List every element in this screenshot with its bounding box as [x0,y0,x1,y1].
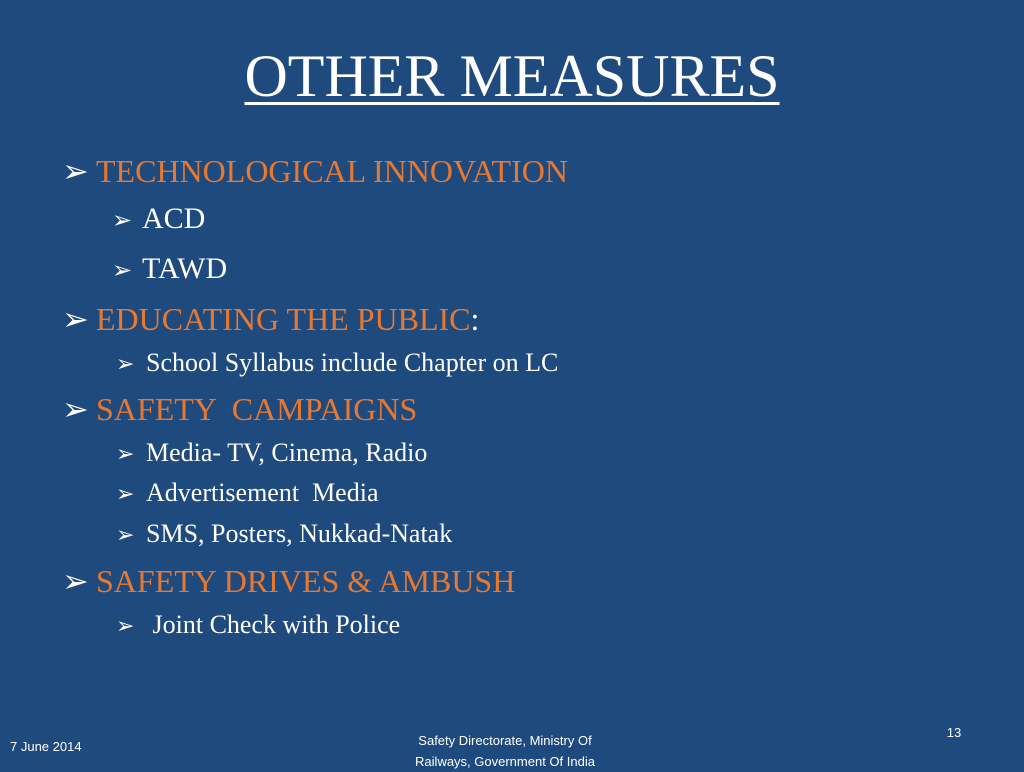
bullet-label: Advertisement Media [146,478,379,507]
arrow-bullet-icon: ➢ [116,523,135,548]
bullet-label: School Syllabus include Chapter on LC [146,348,559,377]
arrow-bullet-icon: ➢ [62,390,89,428]
bullet-label: Joint Check with Police [146,610,401,639]
bullet-label-suffix: : [470,301,480,337]
arrow-bullet-icon: ➢ [62,562,89,600]
sub-bullet-advertisement [116,478,379,508]
sub-bullet-media [116,438,427,468]
arrow-bullet-icon: ➢ [116,442,135,467]
footer-date: 7 June 2014 [10,739,82,754]
arrow-bullet-icon: ➢ [112,256,133,284]
footer-page-number: 13 [946,725,962,740]
bullet-technological-innovation [62,152,568,190]
bullet-safety-drives [62,562,515,600]
arrow-bullet-icon: ➢ [116,482,135,507]
bullet-label: SAFETY DRIVES & AMBUSH [96,563,516,599]
bullet-safety-campaigns [62,390,417,428]
bullet-label: ACD [142,202,206,235]
arrow-bullet-icon: ➢ [112,206,133,234]
bullet-label: SMS, Posters, Nukkad-Natak [146,519,453,548]
bullet-label: Media- TV, Cinema, Radio [146,438,428,467]
sub-bullet-tawd [112,252,227,286]
sub-bullet-sms-posters [116,519,452,549]
slide-title-text: OTHER MEASURES [244,43,780,109]
arrow-bullet-icon: ➢ [62,152,89,190]
bullet-label: TAWD [142,252,228,285]
slide-title [0,38,1024,114]
footer-org-line2: Railways, Government Of India [415,754,595,769]
bullet-label: SAFETY CAMPAIGNS [96,391,418,427]
footer-organization [380,730,630,772]
arrow-bullet-icon: ➢ [116,614,135,639]
footer-org-line1: Safety Directorate, Ministry Of [418,733,592,748]
arrow-bullet-icon: ➢ [116,352,135,377]
sub-bullet-acd [112,202,205,236]
arrow-bullet-icon: ➢ [62,300,89,338]
bullet-label: EDUCATING THE PUBLIC [96,301,471,337]
sub-bullet-school-syllabus [116,348,558,378]
sub-bullet-joint-check [116,610,400,640]
bullet-educating-the-public [62,300,479,338]
bullet-label: TECHNOLOGICAL INNOVATION [96,153,568,189]
